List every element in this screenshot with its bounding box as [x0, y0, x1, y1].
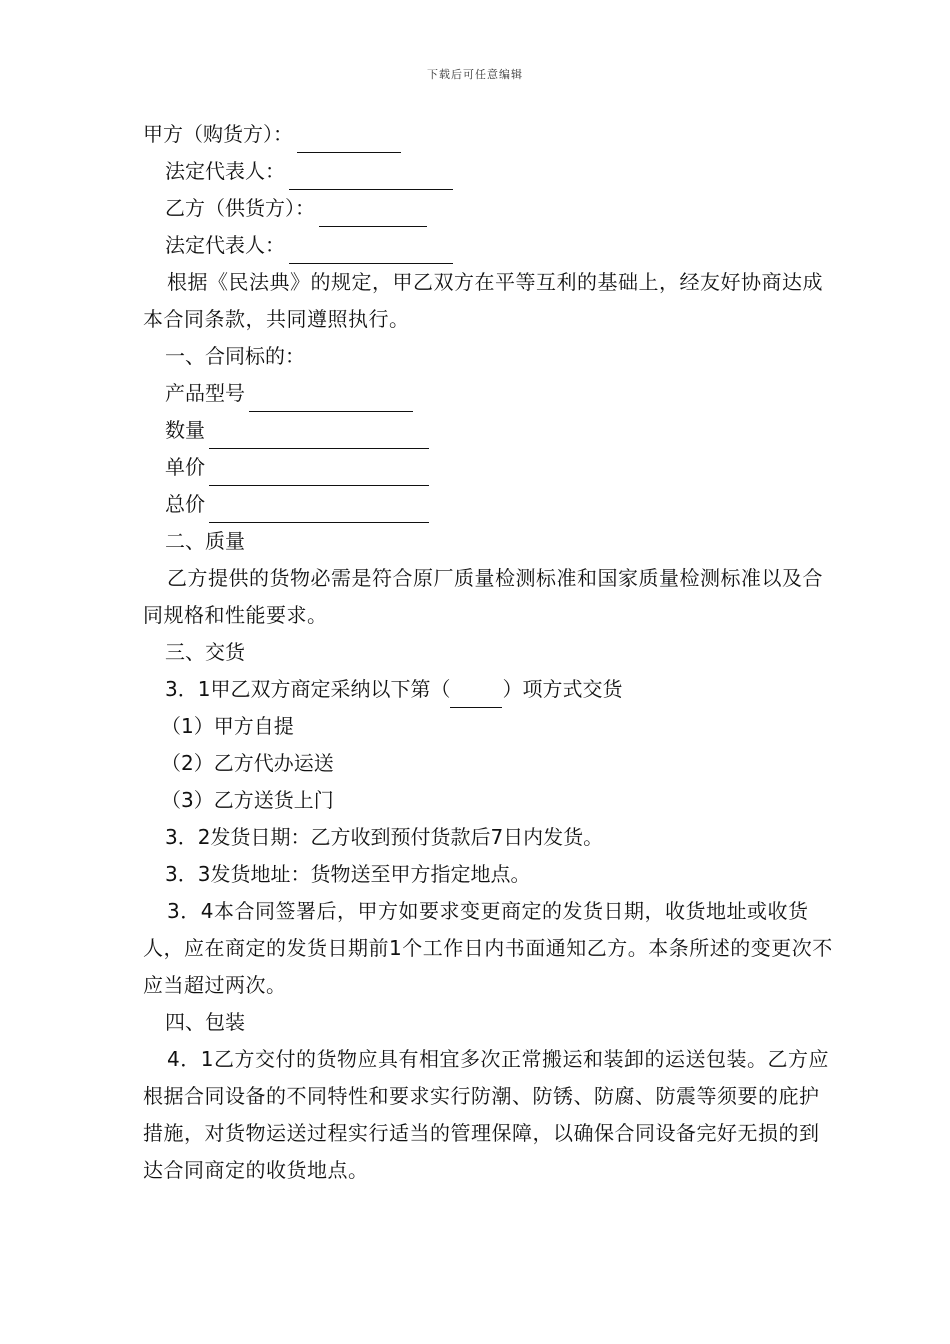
- seller-label: 乙方（供货方）：: [165, 196, 315, 220]
- unit-price-blank[interactable]: [209, 458, 429, 486]
- buyer-rep-line: [143, 153, 833, 190]
- buyer-rep-blank[interactable]: [289, 162, 453, 190]
- section4-title: 四、包装: [165, 1010, 245, 1034]
- total-label: 总价: [165, 492, 205, 516]
- seller-blank[interactable]: [319, 199, 427, 227]
- section1-title: 一、合同标的：: [165, 344, 305, 368]
- total-line: [143, 486, 833, 523]
- section2-text: 乙方提供的货物必需是符合原厂质量检测标准和国家质量检测标准以及合同规格和性能要求。: [143, 566, 823, 627]
- delivery-option-2: （2）乙方代办运送: [161, 751, 334, 775]
- clause-4-1: 4．1乙方交付的货物应具有相宜多次正常搬运和装卸的运送包装。乙方应根据合同设备的不同特性和要求实行防潮、防锈、防腐、防震等须要的庇护措施，对货物运送过程实行适当的管理保障，以确保合同设备完好无损的到达合同商定的收货地点。: [143, 1047, 829, 1182]
- delivery-option-3: （3）乙方送货上门: [161, 788, 334, 812]
- total-blank[interactable]: [209, 495, 429, 523]
- buyer-blank[interactable]: [297, 125, 401, 153]
- clause-3-2: 3．2发货日期：乙方收到预付货款后7日内发货。: [165, 825, 604, 849]
- clause-3-4: 3．4本合同签署后，甲方如要求变更商定的发货日期，收货地址或收货人，应在商定的发货日期前1个工作日内书面通知乙方。本条所述的变更次不应当超过两次。: [143, 899, 833, 997]
- delivery-option-1: （1）甲方自提: [161, 714, 294, 738]
- qty-blank[interactable]: [209, 421, 429, 449]
- qty-line: [143, 412, 833, 449]
- contract-document: [143, 116, 833, 1189]
- section2-title: 二、质量: [165, 529, 245, 553]
- model-line: [143, 375, 833, 412]
- clause-3-1-suffix: ）项方式交货: [502, 677, 623, 701]
- clause-3-3: 3．3发货地址：货物送至甲方指定地点。: [165, 862, 531, 886]
- qty-label: 数量: [165, 418, 205, 442]
- unit-price-line: [143, 449, 833, 486]
- unit-price-label: 单价: [165, 455, 205, 479]
- clause-3-1-prefix: 3．1甲乙双方商定采纳以下第（: [165, 677, 451, 701]
- seller-rep-label: 法定代表人：: [165, 233, 285, 257]
- model-blank[interactable]: [249, 384, 413, 412]
- seller-rep-blank[interactable]: [289, 236, 453, 264]
- buyer-rep-label: 法定代表人：: [165, 159, 285, 183]
- section3-title: 三、交货: [165, 640, 245, 664]
- seller-line: [143, 190, 833, 227]
- buyer-label: 甲方（购货方）：: [143, 122, 293, 146]
- page-header: 下载后可任意编辑: [427, 68, 523, 81]
- buyer-line: [143, 116, 833, 153]
- seller-rep-line: [143, 227, 833, 264]
- model-label: 产品型号: [165, 381, 245, 405]
- preamble: 根据《民法典》的规定，甲乙双方在平等互利的基础上，经友好协商达成本合同条款，共同遵照执行。: [143, 270, 823, 331]
- clause-3-1: [143, 671, 833, 708]
- clause-3-1-blank[interactable]: [450, 685, 502, 708]
